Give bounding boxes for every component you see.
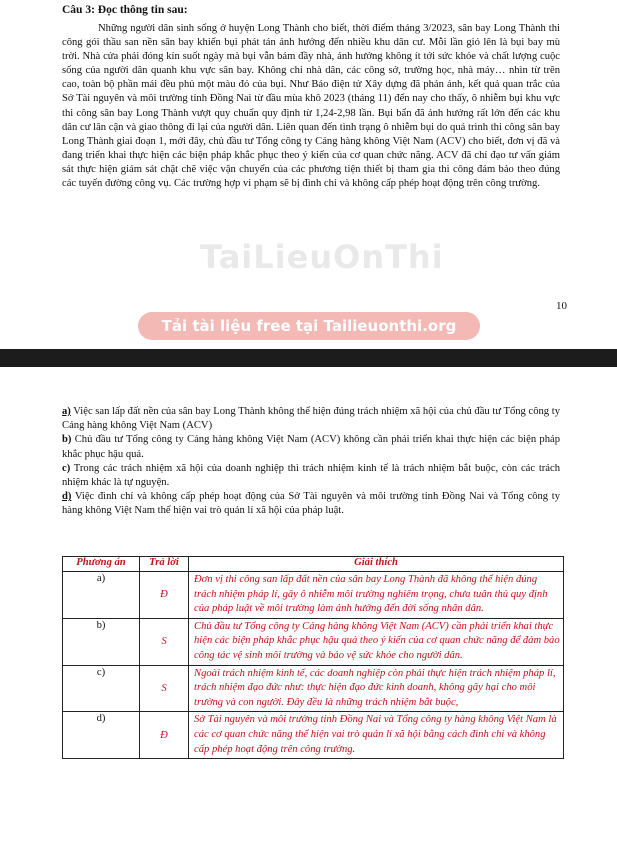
row-answer: S [140, 665, 189, 712]
row-option: c) [63, 665, 140, 712]
row-answer: Đ [140, 712, 189, 759]
statement-text: Trong các trách nhiệm xã hội của doanh nghiệp thì trách nhiệm kinh tế là trách nhiệm bắt buộc, còn các trách nhiệm khác là tự nguyện. [62, 462, 560, 489]
table-row [63, 712, 564, 759]
header-explanation: Giải thích [189, 557, 564, 572]
row-option: b) [63, 618, 140, 665]
row-explanation: Chủ đầu tư Tổng công ty Cảng hàng không Việt Nam (ACV) cần phải triển khai thực hiện các biện pháp khắc phục hậu quả theo ý kiến của cơ quan chức năng để đảm bảo công tác vệ sinh môi trường và bảo vệ sức khỏe cho người dân. [189, 618, 564, 665]
statement-c [62, 462, 560, 490]
row-explanation: Đơn vị thi công san lấp đất nền của sân bay Long Thành đã không thể hiện đúng trách nhiệm pháp lí, gây ô nhiễm môi trường nghiêm trọng, chưa tuân thủ quy định của pháp luật về môi trường làm ảnh hưởng đến đời sống nhân dân. [189, 572, 564, 619]
download-banner[interactable]: Tải tài liệu free tại Tailieuonthi.org [138, 312, 480, 340]
statement-b [62, 433, 560, 461]
row-option: a) [63, 572, 140, 619]
header-answer: Trả lời [140, 557, 189, 572]
statement-label: b) [62, 434, 72, 446]
statement-text: Chủ đầu tư Tổng công ty Cảng hàng không Việt Nam (ACV) không cần phải triển khai thực hiện các biện pháp khắc phục hậu quả. [62, 434, 560, 460]
row-answer: Đ [140, 572, 189, 619]
page-divider [0, 349, 617, 367]
statement-a [62, 405, 560, 433]
table-row [63, 618, 564, 665]
row-explanation: Sở Tài nguyên và môi trường tỉnh Đồng Nai và Tổng công ty hàng không Việt Nam là các cơ quan chức năng thể hiện vai trò quản lí xã hội bằng cách đình chỉ và không cấp phép hoạt động trên công trường. [189, 712, 564, 759]
page-top-section [0, 0, 617, 350]
table-row [63, 572, 564, 619]
watermark-logo: TaiLieuOnThi [200, 238, 444, 276]
statement-text: Việc đình chỉ và không cấp phép hoạt động của Sở Tài nguyên và môi trường tỉnh Đồng Nai và Tổng công ty hàng không Việt Nam thể hiện vai trò quản lí xã hội của pháp luật. [62, 491, 560, 517]
statement-label: a) [62, 406, 71, 417]
page-number: 10 [556, 300, 567, 312]
answer-table [62, 556, 564, 759]
table-header-row [63, 557, 564, 572]
statement-text: Việc san lấp đất nền của sân bay Long Thành không thể hiện đúng trách nhiệm xã hội của chủ đầu tư Tổng công ty Cảng hàng không Việt Nam (ACV) [62, 406, 560, 432]
table-row [63, 665, 564, 712]
row-answer: S [140, 618, 189, 665]
statement-label: d) [62, 491, 72, 503]
statement-label: c) [62, 462, 71, 474]
reading-passage: Những người dân sinh sống ở huyện Long Thành cho biết, thời điểm tháng 3/2023, sân bay Long Thành thi công gói thầu san nền sân bay khiến bụi phát tán ảnh hưởng đến nhiều khu dân cư. Mỗi lần gió lên là bụi bay mù trời. Nhà cửa phải đóng kín suốt ngày mà bụi vẫn bám đầy nhà, ảnh hưởng không ít tới sức khỏe và chất lượng cuộc sống của người dân quanh khu vực sân bay. Không chỉ nhà dân, các công sở, trường học, nhà máy… nhìn từ trên cao, toàn bộ phần mái đều phủ một màu đỏ của bụi. Như Báo điện tử Xây dựng đã phản ánh, kết quả quan trắc của Sở Tài nguyên và môi trường tỉnh Đồng Nai từ đầu mùa khô 2023 (tháng 11) đến nay cho thấy, ô nhiễm bụi khu vực thi công sân bay Long Thành vượt quy chuẩn quy định từ 1,24-2,98 lần. Bụi bẩn đã ảnh hưởng rất lớn đến các khu dân cư lân cận và giao thông đi lại của người dân. Liên quan đến tình trạng ô nhiễm bụi do quá trình thi công sân bay Long Thành giai đoạn 1, mới đây, chủ đầu tư Tổng công ty Cảng hàng không Việt Nam (ACV) cho biết, đơn vị đã và đang triển khai thực hiện các biện pháp khắc phục theo ý kiến của cơ quan chức năng. ACV đã chỉ đạo tư vấn giám sát thực hiện giám sát chặt chẽ việc vận chuyển của các phương tiện thiết bị tham gia thi công đảm bảo theo đúng các tuyến đường công vụ. Các trường hợp vi phạm sẽ bị đình chỉ và không cấp phép hoạt động trên công trường. [62, 23, 560, 190]
statements-list [62, 405, 560, 519]
row-option: d) [63, 712, 140, 759]
statement-d [62, 490, 560, 518]
question-title: Câu 3: Đọc thông tin sau: [62, 4, 188, 16]
header-option: Phương án [63, 557, 140, 572]
row-explanation: Ngoài trách nhiệm kinh tế, các doanh nghiệp còn phải thực hiện trách nhiệm pháp lí, trách nhiệm đạo đức như: thực hiện đạo đức kinh doanh, không gây hại cho môi trường và con người. Đây đều là những trách nhiệm bắt buộc, [189, 665, 564, 712]
